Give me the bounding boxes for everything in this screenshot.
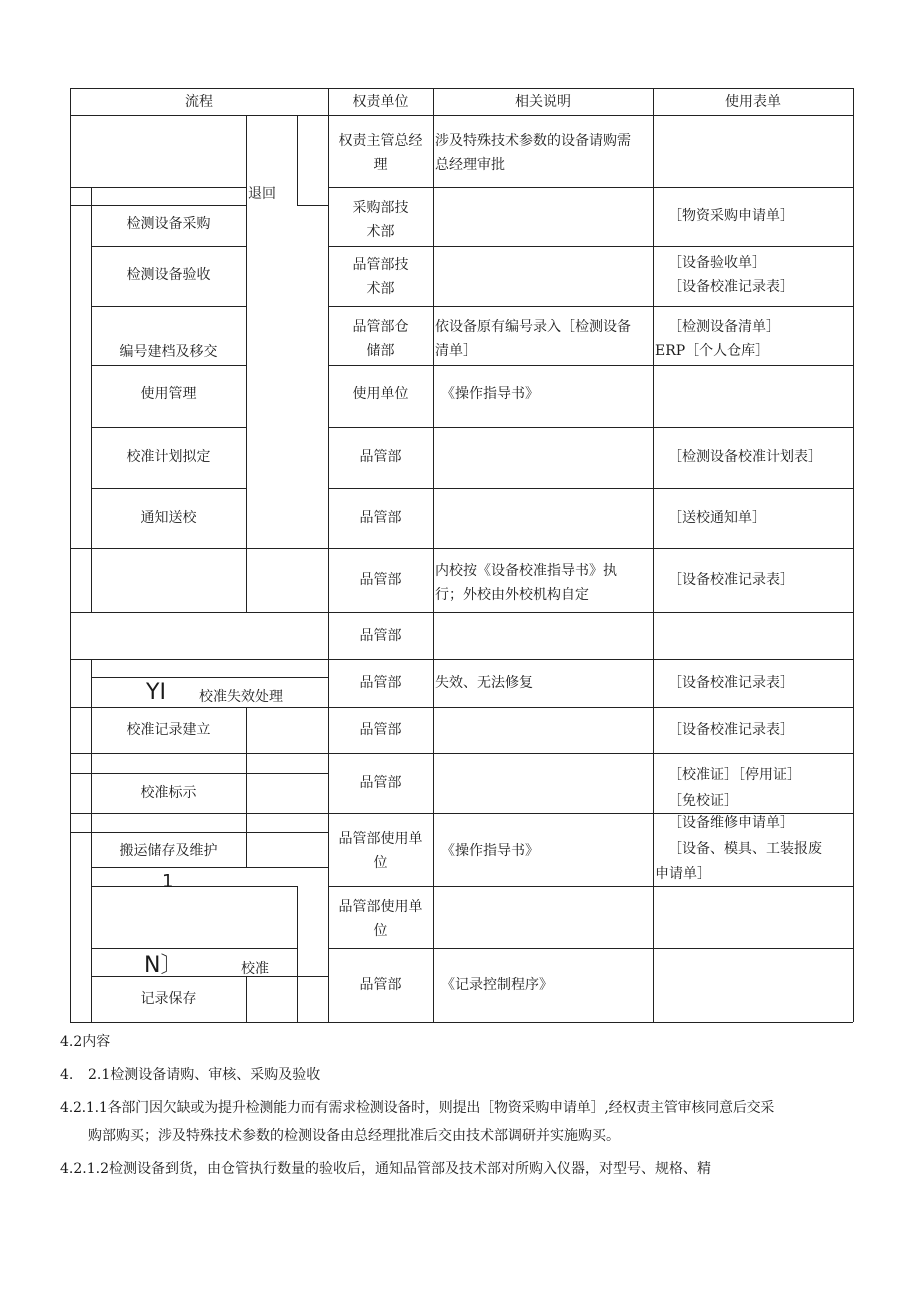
flow-step-plan: 校准计划拟定 <box>126 449 211 465</box>
header-flow: 流程 <box>185 94 213 110</box>
table-border-left <box>70 88 71 1022</box>
flow-one-mark: 1 <box>162 871 174 892</box>
row-divider <box>328 948 853 949</box>
dept-cell: 储部 <box>366 343 395 359</box>
form-cell: ［物资采购申请单］ <box>668 208 794 224</box>
dept-cell: 品管部 <box>359 628 402 644</box>
flow-step-record: 校准记录建立 <box>126 722 211 738</box>
dept-cell: 位 <box>373 923 388 939</box>
flow-box-edge <box>70 612 328 613</box>
header-forms: 使用表单 <box>725 94 781 110</box>
row-divider <box>328 246 853 247</box>
form-cell: ［设备校准记录表］ <box>668 572 794 588</box>
flow-step-notify: 通知送校 <box>140 510 197 526</box>
row-divider <box>328 753 853 754</box>
flow-box-edge <box>91 427 246 428</box>
form-cell: ［免校证］ <box>668 793 738 809</box>
flow-return-label: 退回 <box>248 186 276 202</box>
subsection-number: 4. <box>60 1067 74 1083</box>
row-divider <box>328 427 853 428</box>
flow-line <box>297 886 298 1022</box>
header-dept: 权责单位 <box>352 94 409 110</box>
flow-calib-label: 校准 <box>241 961 269 977</box>
form-cell: ［设备校准记录表］ <box>668 279 794 295</box>
flow-box-edge <box>91 306 246 307</box>
desc-cell: 总经理审批 <box>435 157 505 173</box>
column-divider <box>653 88 654 1022</box>
flow-box-edge <box>70 773 328 774</box>
form-cell: ERP［个人仓库］ <box>655 343 770 359</box>
paragraph-line: 4.2.1.1各部门因欠缺或为提升检测能力而有需求检测设备时，则提出［物资采购申请单］,经权责主管审核同意后交采 <box>60 1100 775 1116</box>
subsection-title: 2.1检测设备请购、审核、采购及验收 <box>88 1067 321 1083</box>
flow-step-purchase: 检测设备采购 <box>126 216 211 232</box>
flow-n-mark: N〕 <box>144 953 183 978</box>
flow-step-archive: 编号建档及移交 <box>119 344 218 360</box>
dept-cell: 权责主管总经 <box>338 133 423 149</box>
flow-box-edge <box>91 886 298 887</box>
dept-cell: 品管部使用单 <box>338 899 423 915</box>
dept-cell: 品管部 <box>359 977 402 993</box>
flow-line <box>246 707 247 867</box>
row-divider <box>328 306 853 307</box>
header-desc: 相关说明 <box>515 94 571 110</box>
flow-box-edge <box>70 813 328 814</box>
flow-box-edge <box>91 976 328 977</box>
flow-step-mark: 校准标示 <box>140 785 197 801</box>
desc-cell: 《操作指导书》 <box>441 843 539 859</box>
desc-cell: 《记录控制程序》 <box>441 977 553 993</box>
flow-step-keep: 记录保存 <box>140 991 197 1007</box>
dept-cell: 品管部 <box>359 449 402 465</box>
form-cell: ［设备验收单］ <box>668 255 766 271</box>
flow-line <box>70 205 91 206</box>
flow-yi-mark: YI <box>146 680 166 705</box>
flow-box-edge <box>70 753 328 754</box>
flow-box-edge <box>91 488 246 489</box>
desc-cell: 行；外校由外校机构自定 <box>435 587 589 603</box>
dept-cell: 术部 <box>366 281 395 297</box>
row-divider <box>328 707 853 708</box>
flow-box-edge <box>91 365 246 366</box>
form-cell: ［设备校准记录表］ <box>668 675 794 691</box>
flow-box-edge <box>91 867 328 868</box>
flow-line <box>297 205 328 206</box>
row-divider <box>328 612 853 613</box>
flow-box-edge <box>91 205 246 206</box>
header-divider <box>70 115 853 116</box>
section-heading: 4.2内容 <box>60 1034 111 1050</box>
desc-cell: 依设备原有编号录入［检测设备 <box>435 319 631 335</box>
desc-cell: 涉及特殊技术参数的设备请购需 <box>435 133 631 149</box>
table-border-bottom <box>70 1022 853 1023</box>
desc-cell: 内校按《设备校准指导书》执 <box>435 563 617 579</box>
dept-cell: 品管部 <box>359 572 402 588</box>
dept-cell: 品管部使用单 <box>338 831 423 847</box>
dept-cell: 位 <box>373 855 388 871</box>
form-cell: ［检测设备校准计划表］ <box>668 449 822 465</box>
flow-step-use: 使用管理 <box>140 386 197 402</box>
form-cell: 申请单］ <box>655 866 711 882</box>
row-divider <box>328 548 853 549</box>
flow-box-edge <box>91 246 246 247</box>
row-divider <box>328 488 853 489</box>
desc-cell: 清单］ <box>435 343 477 359</box>
dept-cell: 品管部 <box>359 675 402 691</box>
flow-line <box>246 115 247 187</box>
flow-box-edge <box>70 659 328 660</box>
desc-cell: 失效、无法修复 <box>435 675 533 691</box>
flow-step-fail: 校准失效处理 <box>199 689 283 705</box>
flow-step-accept: 检测设备验收 <box>126 267 211 283</box>
form-cell: ［检测设备清单］ <box>668 319 780 335</box>
dept-cell: 理 <box>373 157 388 173</box>
dept-cell: 品管部 <box>359 510 402 526</box>
flow-line <box>297 115 298 205</box>
flow-box-edge <box>91 677 328 678</box>
row-divider <box>328 365 853 366</box>
form-cell: ［送校通知单］ <box>668 510 766 526</box>
desc-cell: 《操作指导书》 <box>441 386 539 402</box>
flow-box-edge <box>70 548 328 549</box>
table-border-right <box>853 88 854 1022</box>
flow-step-storage: 搬运储存及维护 <box>119 843 218 859</box>
flow-line <box>70 187 246 188</box>
dept-cell: 使用单位 <box>352 386 409 402</box>
dept-cell: 品管部仓 <box>352 319 409 335</box>
paragraph-line: 购部购买；涉及特殊技术参数的检测设备由总经理批准后交由技术部调研并实施购买。 <box>88 1128 620 1144</box>
dept-cell: 品管部 <box>359 775 402 791</box>
form-cell: ［设备维修申请单］ <box>668 815 794 831</box>
column-divider <box>433 88 434 1022</box>
dept-cell: 术部 <box>366 224 395 240</box>
row-divider <box>328 886 853 887</box>
form-cell: ［设备、模具、工装报废 <box>668 841 822 857</box>
dept-cell: 品管部技 <box>352 257 409 273</box>
form-cell: ［设备校准记录表］ <box>668 722 794 738</box>
flow-line <box>246 976 247 1022</box>
flow-box-edge <box>70 832 328 833</box>
dept-cell: 品管部 <box>359 722 402 738</box>
paragraph-line: 4.2.1.2检测设备到货，由仓管执行数量的验收后，通知品管部及技术部对所购入仪器，对型号、规格、精 <box>60 1161 711 1177</box>
flow-box-edge <box>91 948 298 949</box>
dept-cell: 采购部技 <box>352 200 409 216</box>
form-cell: ［校准证］［停用证］ <box>668 767 801 783</box>
row-divider <box>328 659 853 660</box>
row-divider <box>328 187 853 188</box>
